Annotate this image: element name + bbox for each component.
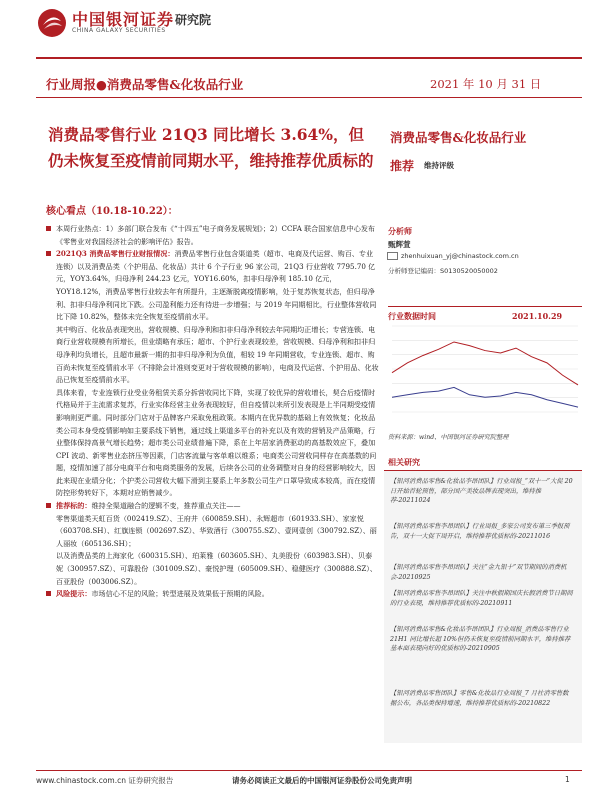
market-data-label: 行业数据时间 — [388, 311, 436, 321]
brand-institute: 研究院 — [175, 13, 212, 27]
brand-name: 中国银河证券 — [72, 10, 175, 29]
related-research-label: 相关研究 — [388, 457, 420, 467]
paragraph-recommend-channels — [56, 513, 379, 551]
analyst-cert: 分析师登记编码：S0130520050002 — [388, 267, 498, 275]
paragraph-risk — [56, 588, 379, 601]
related-item[interactable]: 【银河消费品零售李昂团队】关注中秋假期国庆长假消费节日期间的行业表现，维持推荐优质标的-20210911 — [390, 590, 573, 607]
related-item[interactable]: 【银河消费品零售&化妆品李昂团队】行业周报_消费品零售行业 21H1 同比增长超 10%但仍未恢复至疫情前同期水平，维持推荐基本面表现向好的优质标的-20210905 — [390, 626, 571, 652]
chart-series — [392, 342, 578, 407]
core-points-label: 核心看点（10.18-10.22）： — [46, 206, 178, 217]
footer-website[interactable]: www.chinastock.com.cn 证券研究报告 — [36, 776, 174, 785]
paragraph-hotspot — [56, 223, 379, 248]
galaxy-logo-icon — [37, 8, 67, 38]
report-type: 行业周报●消费品零售&化妆品行业 — [46, 77, 244, 92]
sector-name: 消费品零售&化妆品行业 — [390, 130, 527, 145]
earnings-text: 消费品零售行业包含渠道类（超市、电商及代运营、购百、专业连锁）以及消费品类（个护用品、化妆品）共计 6 个子行业 96 家公司，21Q3 行业营收 7795.70 亿元，YOY3.64%，归母净利 244.23 亿元，YOY16.60%，扣非归母净利 185.10 亿元，YOY18.12%，消费品零售行业较去年有所提升，主逐渐脱离疫情影响，处于复苏恢复状态，但归母净利、扣非归母净利同比下跌。公司盈利能力还有待进一步增强；与 2019 年同期相比，行业整体营收同比下降 10.82%，整体未完全恢复至疫情前水平。 — [56, 249, 377, 322]
related-item[interactable]: 【银河消费品零售李昂团队】行业周报_多家公司发布第三季报预告，双十一大促下周开启，维持推荐优质标的-20211016 — [390, 523, 570, 540]
series-line-1 — [392, 387, 578, 407]
recommend-channels: 零售渠道类天虹百货（002419.SZ）、王府井（600859.SH）、永辉超市（601933.SH）、家家悦（603708.SH）、红旗连锁（002697.SZ）、华致酒行（300755.SZ）、壹网壹创（300792.SZ）、丽人丽妆（605136.SH）； — [56, 513, 377, 548]
market-chart — [388, 322, 582, 418]
analyst-email[interactable]: zhenhuixuan_yj@chinastock.com.cn — [401, 252, 519, 260]
related-item[interactable]: 【银河消费品零售李昂团队】关注“金九银十”双节期间的消费机会-20210925 — [390, 564, 567, 581]
market-data-date: 2021.10.29 — [512, 311, 563, 321]
page-number: 1 — [565, 775, 570, 784]
risk-lead: 风险提示： — [56, 589, 92, 599]
chart-grid — [392, 326, 578, 412]
bullet-icon — [46, 251, 51, 256]
rating: 推荐 — [390, 159, 415, 173]
brand-english-name: CHINA GALAXY SECURITIES — [72, 27, 166, 34]
rating-sub: 维持评级 — [424, 161, 454, 170]
report-date: 2021 年 10 月 31 日 — [430, 77, 542, 91]
paragraph-segments — [56, 324, 379, 387]
segments-text: 其中购百、化妆品表现突出，营收规模、归母净利和扣非归母净利较去年同期均正增长；专营连锁、电商行业营收规模有所增长，但业绩略有承压；超市、个护行业表现较差，营收规模、归母净利和扣非归母净利均负增长，且超市最新一期的扣非归母净利为负值，相较 19 年同期营收，专业连锁、超市、购百尚未恢复至疫情前水平（不排除会计准则变更对于营收规模的影响），电商及代运营、个护用品、化妆品已恢复至疫情前水平。 — [56, 324, 379, 385]
related-item[interactable]: 【银河消费品零售&化妆品李昂团队】行业周报_“双十一”大促 20 日开始首轮预售，部分国产美妆品牌表现突出，维持推荐-20211024 — [390, 478, 573, 504]
header-divider — [36, 57, 582, 59]
report-title: 消费品零售行业 21Q3 同比增长 3.64%，但仍未恢复至疫情前同期水平，维持推荐优质标的 — [48, 125, 374, 170]
footer-divider — [36, 770, 582, 771]
header-bottom-divider — [36, 97, 582, 98]
risk-text: 市场信心不足的风险；转型进展及效果低于预期的风险。 — [91, 589, 269, 599]
related-research-list — [384, 470, 582, 743]
paragraph-earnings — [56, 248, 379, 324]
bullet-icon — [46, 503, 51, 508]
earnings-lead: 2021Q3 消费品零售行业财报情况： — [56, 249, 175, 259]
hotspot-text: 本周行业热点：1）多部门联合发布《“十四五”电子商务发展规划》；2）CCFA 联合国家信息中心发布《零售业对我国经济社会的影响评估》报告。 — [56, 224, 376, 246]
market-data-divider — [388, 306, 582, 307]
paragraph-recommend-consumer — [56, 550, 379, 588]
paragraph-recommend — [56, 500, 379, 513]
related-item[interactable]: 【银河消费品零售团队】零售&化妆品行业周报_7 月社消零售数据公布，各品类保持增速，维持推荐优质标的-20210822 — [390, 690, 569, 707]
recommend-lead: 推荐标的： — [56, 501, 92, 511]
analyst-name: 甄辉萱 — [388, 240, 411, 249]
footer-disclaimer: 请务必阅读正文最后的中国银河证券股份公司免责声明 — [232, 776, 412, 785]
paragraph-details — [56, 387, 379, 500]
details-text: 具体来看，专业连锁行业受业务租赁关系分拆营收同比下降，实现了较优异的营收增长，契合后疫情时代格局并于主流需求复苏，行业实体经营主业务表现较好，但自疫情以来所引发表现是上半同期受疫情影响则更严重。同时部分门店对于品牌客户采取免租政策。本期内在优异数的基础上有效恢复；化妆品类公司本身受疫情影响如主要系线下销售，通过线上渠道多平台的补充以及有效的营销及产品策略，行业整体保持高景气增长趋势；超市类公司业绩普遍下降，系在上年居家消费驱动的高基数效应下，叠加 CPI 波动、新零售业态挤压等因素，门店客流量与客单难以维系；电商类公司营收同样存在高基数的问题，疫情加速了部分电商平台和电商类服务的发展，后续各公司的业务调整对自身的经营影响较大，因此来现在业绩分化；个护类公司营收大幅下滑到主要系上年多数公司生产口罩导致成本较高，而在疫情防控形势转好下，本期对应销售减少。 — [56, 387, 377, 498]
analyst-label: 分析师 — [388, 226, 412, 236]
body-text — [56, 223, 379, 601]
recommend-consumer: 以及消费品类的上海家化（600315.SH）、珀莱雅（603605.SH）、丸美股份（603983.SH）、贝泰妮（300957.SZ）、可靠股份（301009.SZ）、豪悦护理（605009.SH）、稳健医疗（300888.SZ）、百亚股份（003006.SZ）。 — [56, 551, 377, 586]
bullet-icon — [46, 226, 51, 231]
series-line-0 — [392, 342, 578, 385]
chart-source: 资料来源：wind、中国银河证券研究院整理 — [388, 434, 509, 441]
recommend-intro: 维持全渠道融合的逻辑不变，推荐重点关注—— — [91, 501, 241, 511]
bullet-icon — [46, 591, 51, 596]
email-icon — [387, 252, 398, 260]
